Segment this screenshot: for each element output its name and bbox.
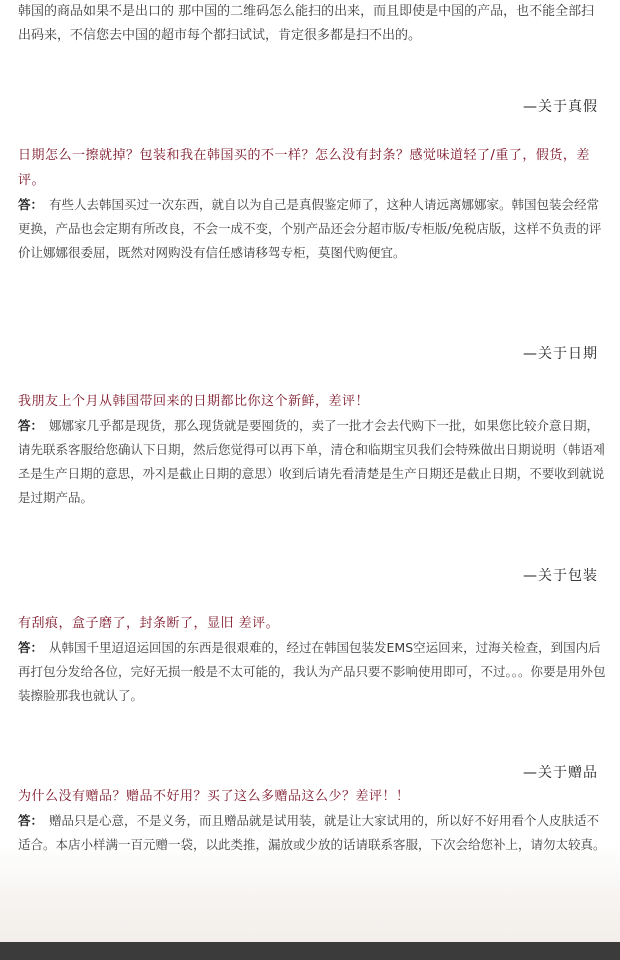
question-authenticity: 日期怎么一擦就掉？包装和我在韩国买的不一样？怎么没有封条？感觉味道轻了/重了，假货，差评。 <box>18 148 590 188</box>
answer-gifts <box>18 809 606 857</box>
answer-text: 赠品只是心意，不是义务，而且赠品就是试用装，就是让大家试用的，所以好不好用看个人皮肤适不适合。本店小样满一百元赠一袋，以此类推，漏放或少放的话请联系客服，下次会给您补上，请勿太较真。 <box>18 813 606 852</box>
answer-text: 有些人去韩国买过一次东西，就自以为自己是真假鉴定师了，这种人请远离娜娜家。韩国包装会经常更换，产品也会定期有所改良，不会一成不变，个别产品还会分超市版/专柜版/免税店版，这样不负责的评价让娜娜很委屈，既然对网购没有信任感请移驾专柜，莫图代购便宜。 <box>18 197 602 260</box>
answer-date <box>18 414 606 510</box>
question-gifts: 为什么没有赠品？赠品不好用？买了这么多赠品这么少？差评！！ <box>18 789 410 804</box>
answer-packaging <box>18 636 606 708</box>
answer-text: 娜娜家几乎都是现货，那么现货就是要囤货的，卖了一批才会去代购下一批，如果您比较介意日期，请先联系客服给您确认下日期，然后您觉得可以再下单，清仓和临期宝贝我们会特殊做出日期说明（韩语제조是生产日期的意思，까지是截止日期的意思）收到后请先看清楚是生产日期还是截止日期，不要收到就说是过期产品。 <box>18 418 606 505</box>
section-gifts <box>18 784 606 857</box>
intro-paragraph: 韩国的商品如果不是出口的 那中国的二维码怎么能扫的出来，而且即使是中国的产品，也不能全部扫出码来，不信您去中国的超市每个都扫试试，肯定很多都是扫不出的。 <box>18 4 595 43</box>
answer-label: 答： <box>18 640 44 655</box>
section-heading-date: —关于日期 <box>523 346 598 362</box>
section-packaging <box>18 611 606 708</box>
section-date <box>18 389 606 510</box>
answer-authenticity <box>18 193 606 265</box>
question-packaging: 有刮痕，盒子磨了，封条断了，显旧 差评。 <box>18 616 280 631</box>
section-authenticity <box>18 143 606 265</box>
answer-label: 答： <box>18 813 44 828</box>
answer-label: 答： <box>18 418 44 433</box>
footer-bar <box>0 942 620 960</box>
answer-text: 从韩国千里迢迢运回国的东西是很艰难的，经过在韩国包装发EMS空运回来，过海关检查，到国内后再打包分发给各位，完好无损一般是不太可能的，我认为产品只要不影响使用即可，不过。。。你要是用外包装擦脸那我也就认了。 <box>18 640 606 703</box>
answer-label: 答： <box>18 197 44 212</box>
section-heading-authenticity: —关于真假 <box>523 99 598 115</box>
question-date: 我朋友上个月从韩国带回来的日期都比你这个新鲜，差评！ <box>18 394 370 409</box>
section-heading-gifts: —关于赠品 <box>523 765 598 781</box>
section-heading-packaging: —关于包装 <box>523 568 598 584</box>
